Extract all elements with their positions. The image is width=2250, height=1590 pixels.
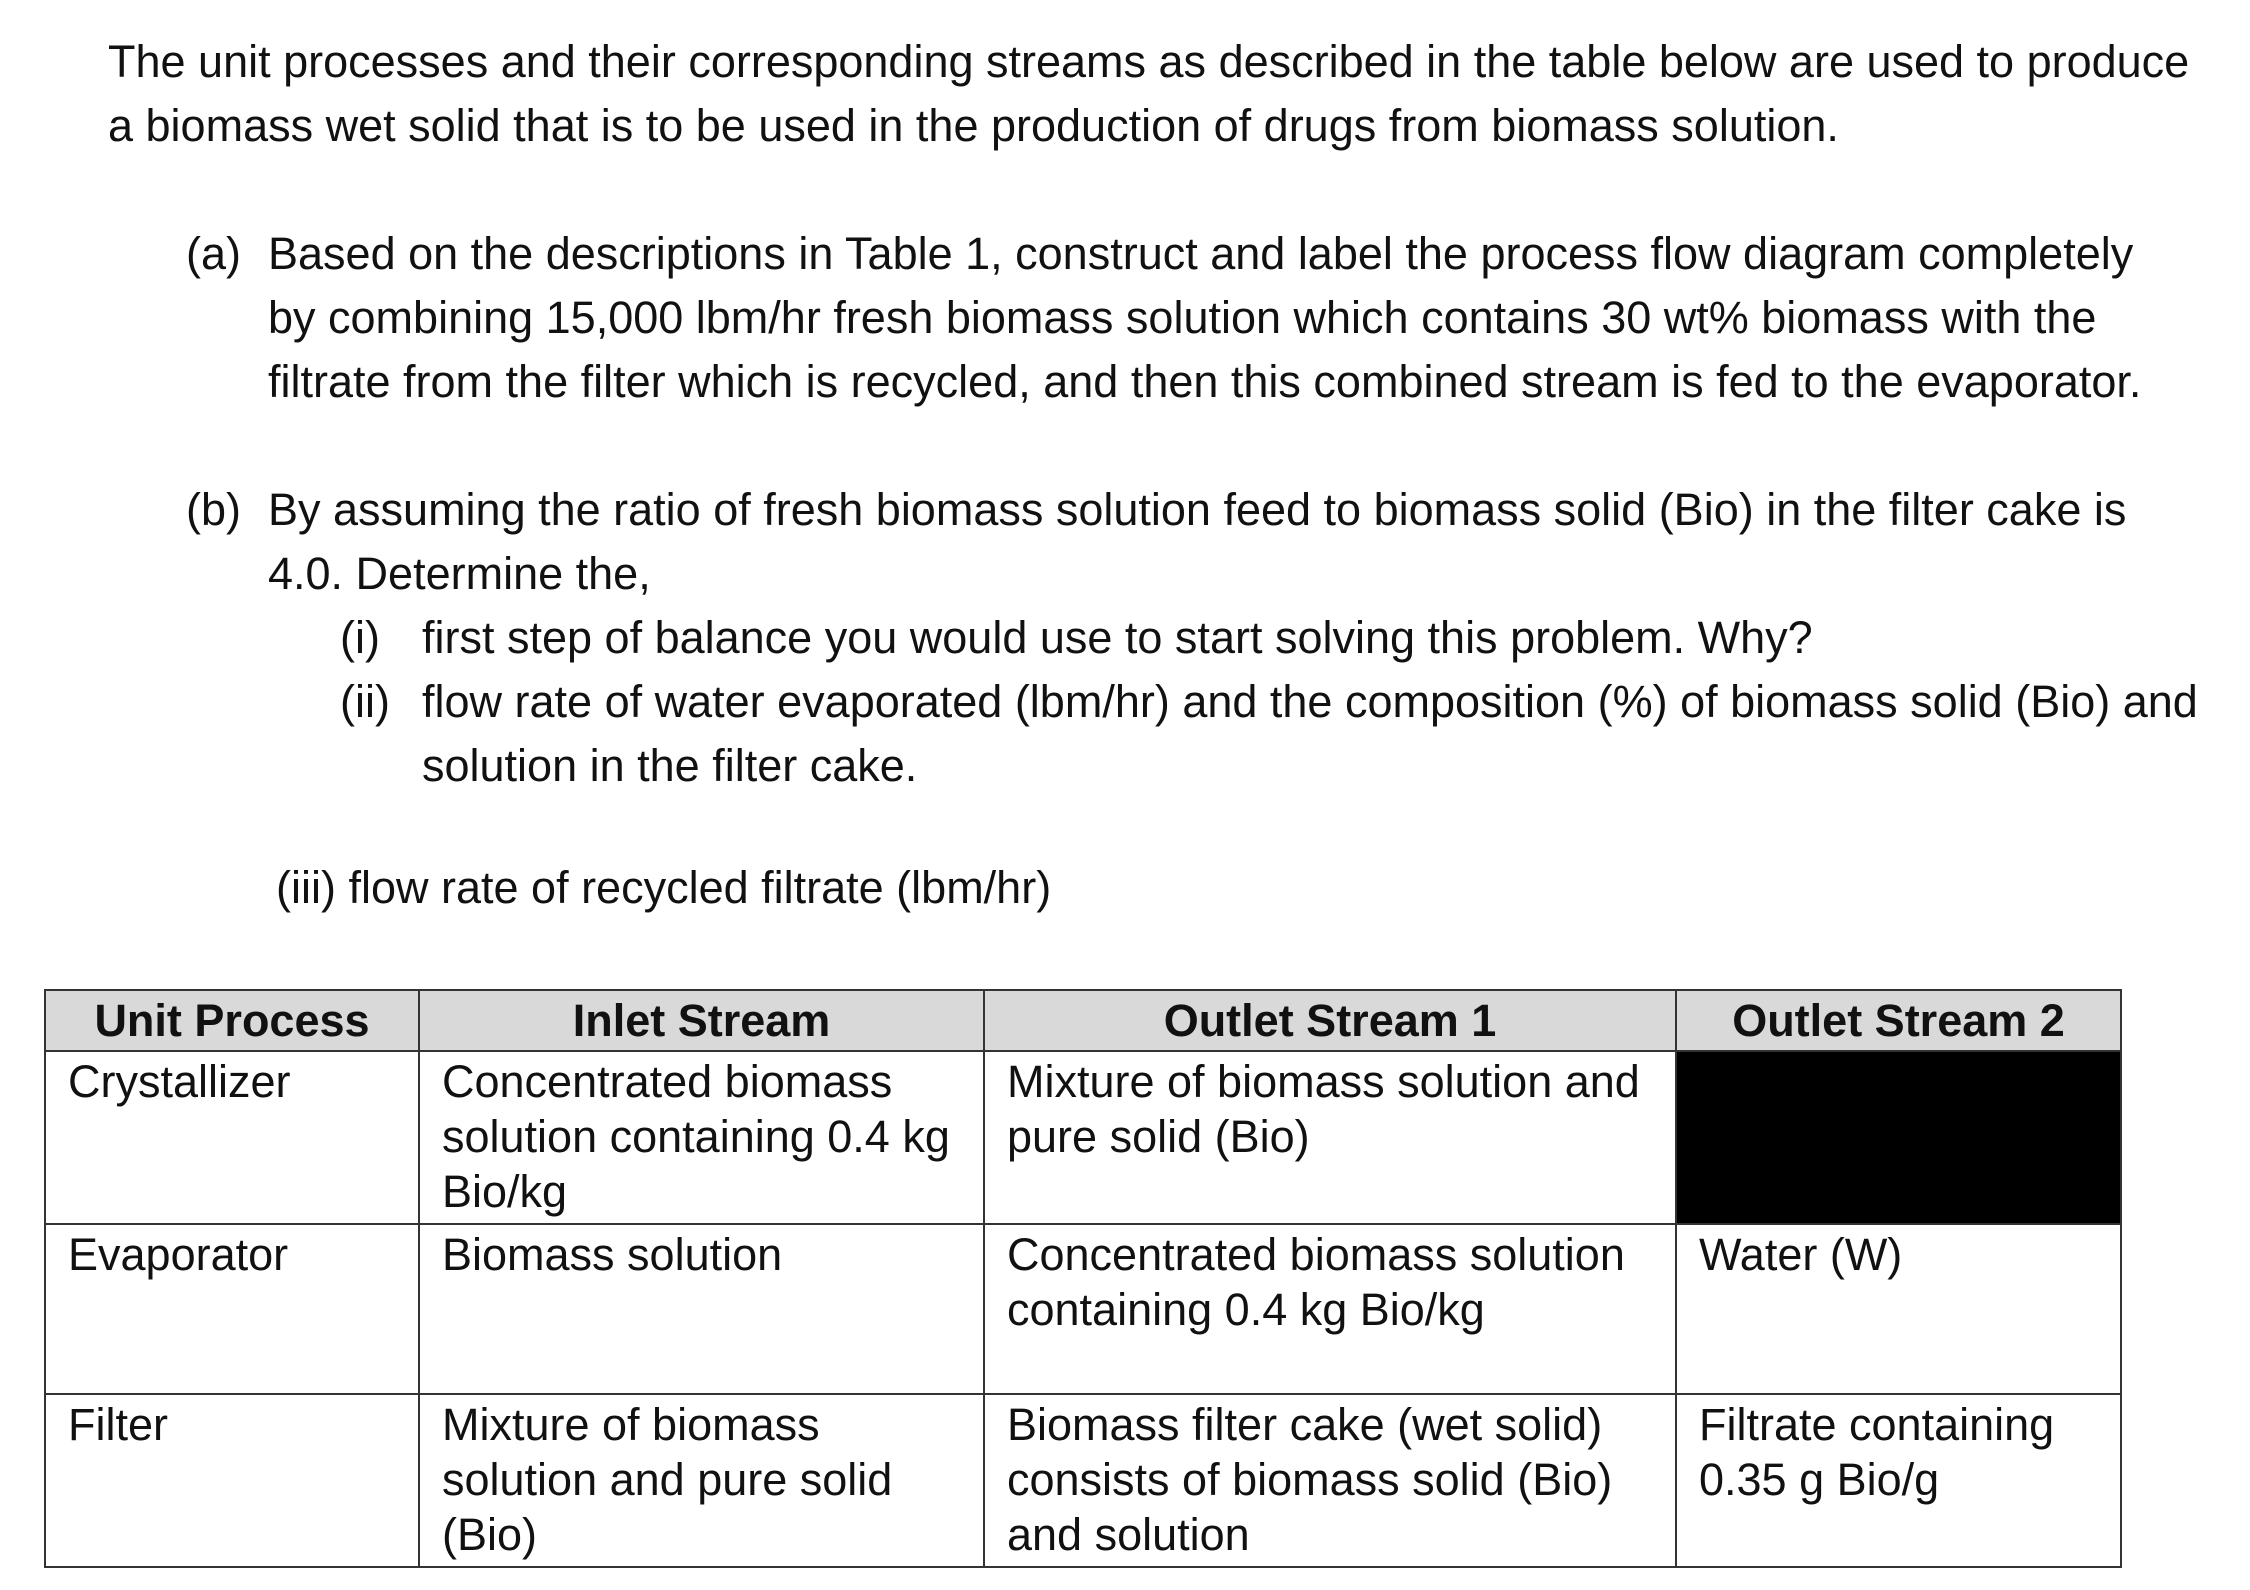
cell-inlet: Mixture of biomass solution and pure solid (Bio) (419, 1394, 984, 1567)
table-header-row (45, 990, 2121, 1051)
intro-paragraph: The unit processes and their corresponding streams as described in the table below are used to produce a biomass wet solid that is to be used in the production of drugs from biomass solution. (108, 36, 2190, 151)
question-b-iii-text: (iii) flow rate of recycled filtrate (lbm/hr) (276, 862, 1052, 913)
cell-outlet-2: Water (W) (1676, 1224, 2121, 1394)
table-row (45, 1394, 2121, 1567)
question-b-text: By assuming the ratio of fresh biomass solution feed to biomass solid (Bio) in the filter cake is 4.0. Determine the, (268, 484, 2127, 599)
header-outlet-stream-2: Outlet Stream 2 (1676, 990, 2121, 1051)
question-b-ii-label: (ii) (340, 676, 390, 727)
question-b-ii (340, 670, 2220, 798)
question-b-ii-text: flow rate of water evaporated (lbm/hr) and the composition (%) of biomass solid (Bio) and solution in the filter cake. (422, 676, 2198, 791)
cell-unit: Evaporator (45, 1224, 419, 1394)
cell-outlet-1: Mixture of biomass solution and pure solid (Bio) (984, 1051, 1676, 1224)
cell-outlet-2-blacked-out (1676, 1051, 2121, 1224)
cell-outlet-2: Filtrate containing 0.35 g Bio/g (1676, 1394, 2121, 1567)
cell-inlet: Concentrated biomass solution containing 0.4 kg Bio/kg (419, 1051, 984, 1224)
question-b (186, 478, 2186, 606)
header-outlet-stream-1: Outlet Stream 1 (984, 990, 1676, 1051)
question-a-text: Based on the descriptions in Table 1, construct and label the process flow diagram completely by combining 15,000 lbm/hr fresh biomass solution which contains 30 wt% biomass with the filtrate from the filter which is recycled, and then this combined stream is fed to the evaporator. (268, 228, 2142, 407)
question-b-i-label: (i) (340, 612, 380, 663)
cell-inlet: Biomass solution (419, 1224, 984, 1394)
question-b-iii (276, 856, 2176, 920)
table-row (45, 1224, 2121, 1394)
table-row (45, 1051, 2121, 1224)
cell-outlet-1: Biomass filter cake (wet solid) consists of biomass solid (Bio) and solution (984, 1394, 1676, 1567)
header-inlet-stream: Inlet Stream (419, 990, 984, 1051)
cell-outlet-1: Concentrated biomass solution containing 0.4 kg Bio/kg (984, 1224, 1676, 1394)
cell-unit: Crystallizer (45, 1051, 419, 1224)
cell-unit: Filter (45, 1394, 419, 1567)
question-b-i-text: first step of balance you would use to start solving this problem. Why? (422, 612, 1813, 663)
question-a-label: (a) (186, 228, 241, 279)
question-a (186, 222, 2186, 478)
unit-process-table (44, 989, 2122, 1568)
header-unit-process: Unit Process (45, 990, 419, 1051)
question-b-i (340, 606, 2220, 670)
question-b-label: (b) (186, 484, 241, 535)
